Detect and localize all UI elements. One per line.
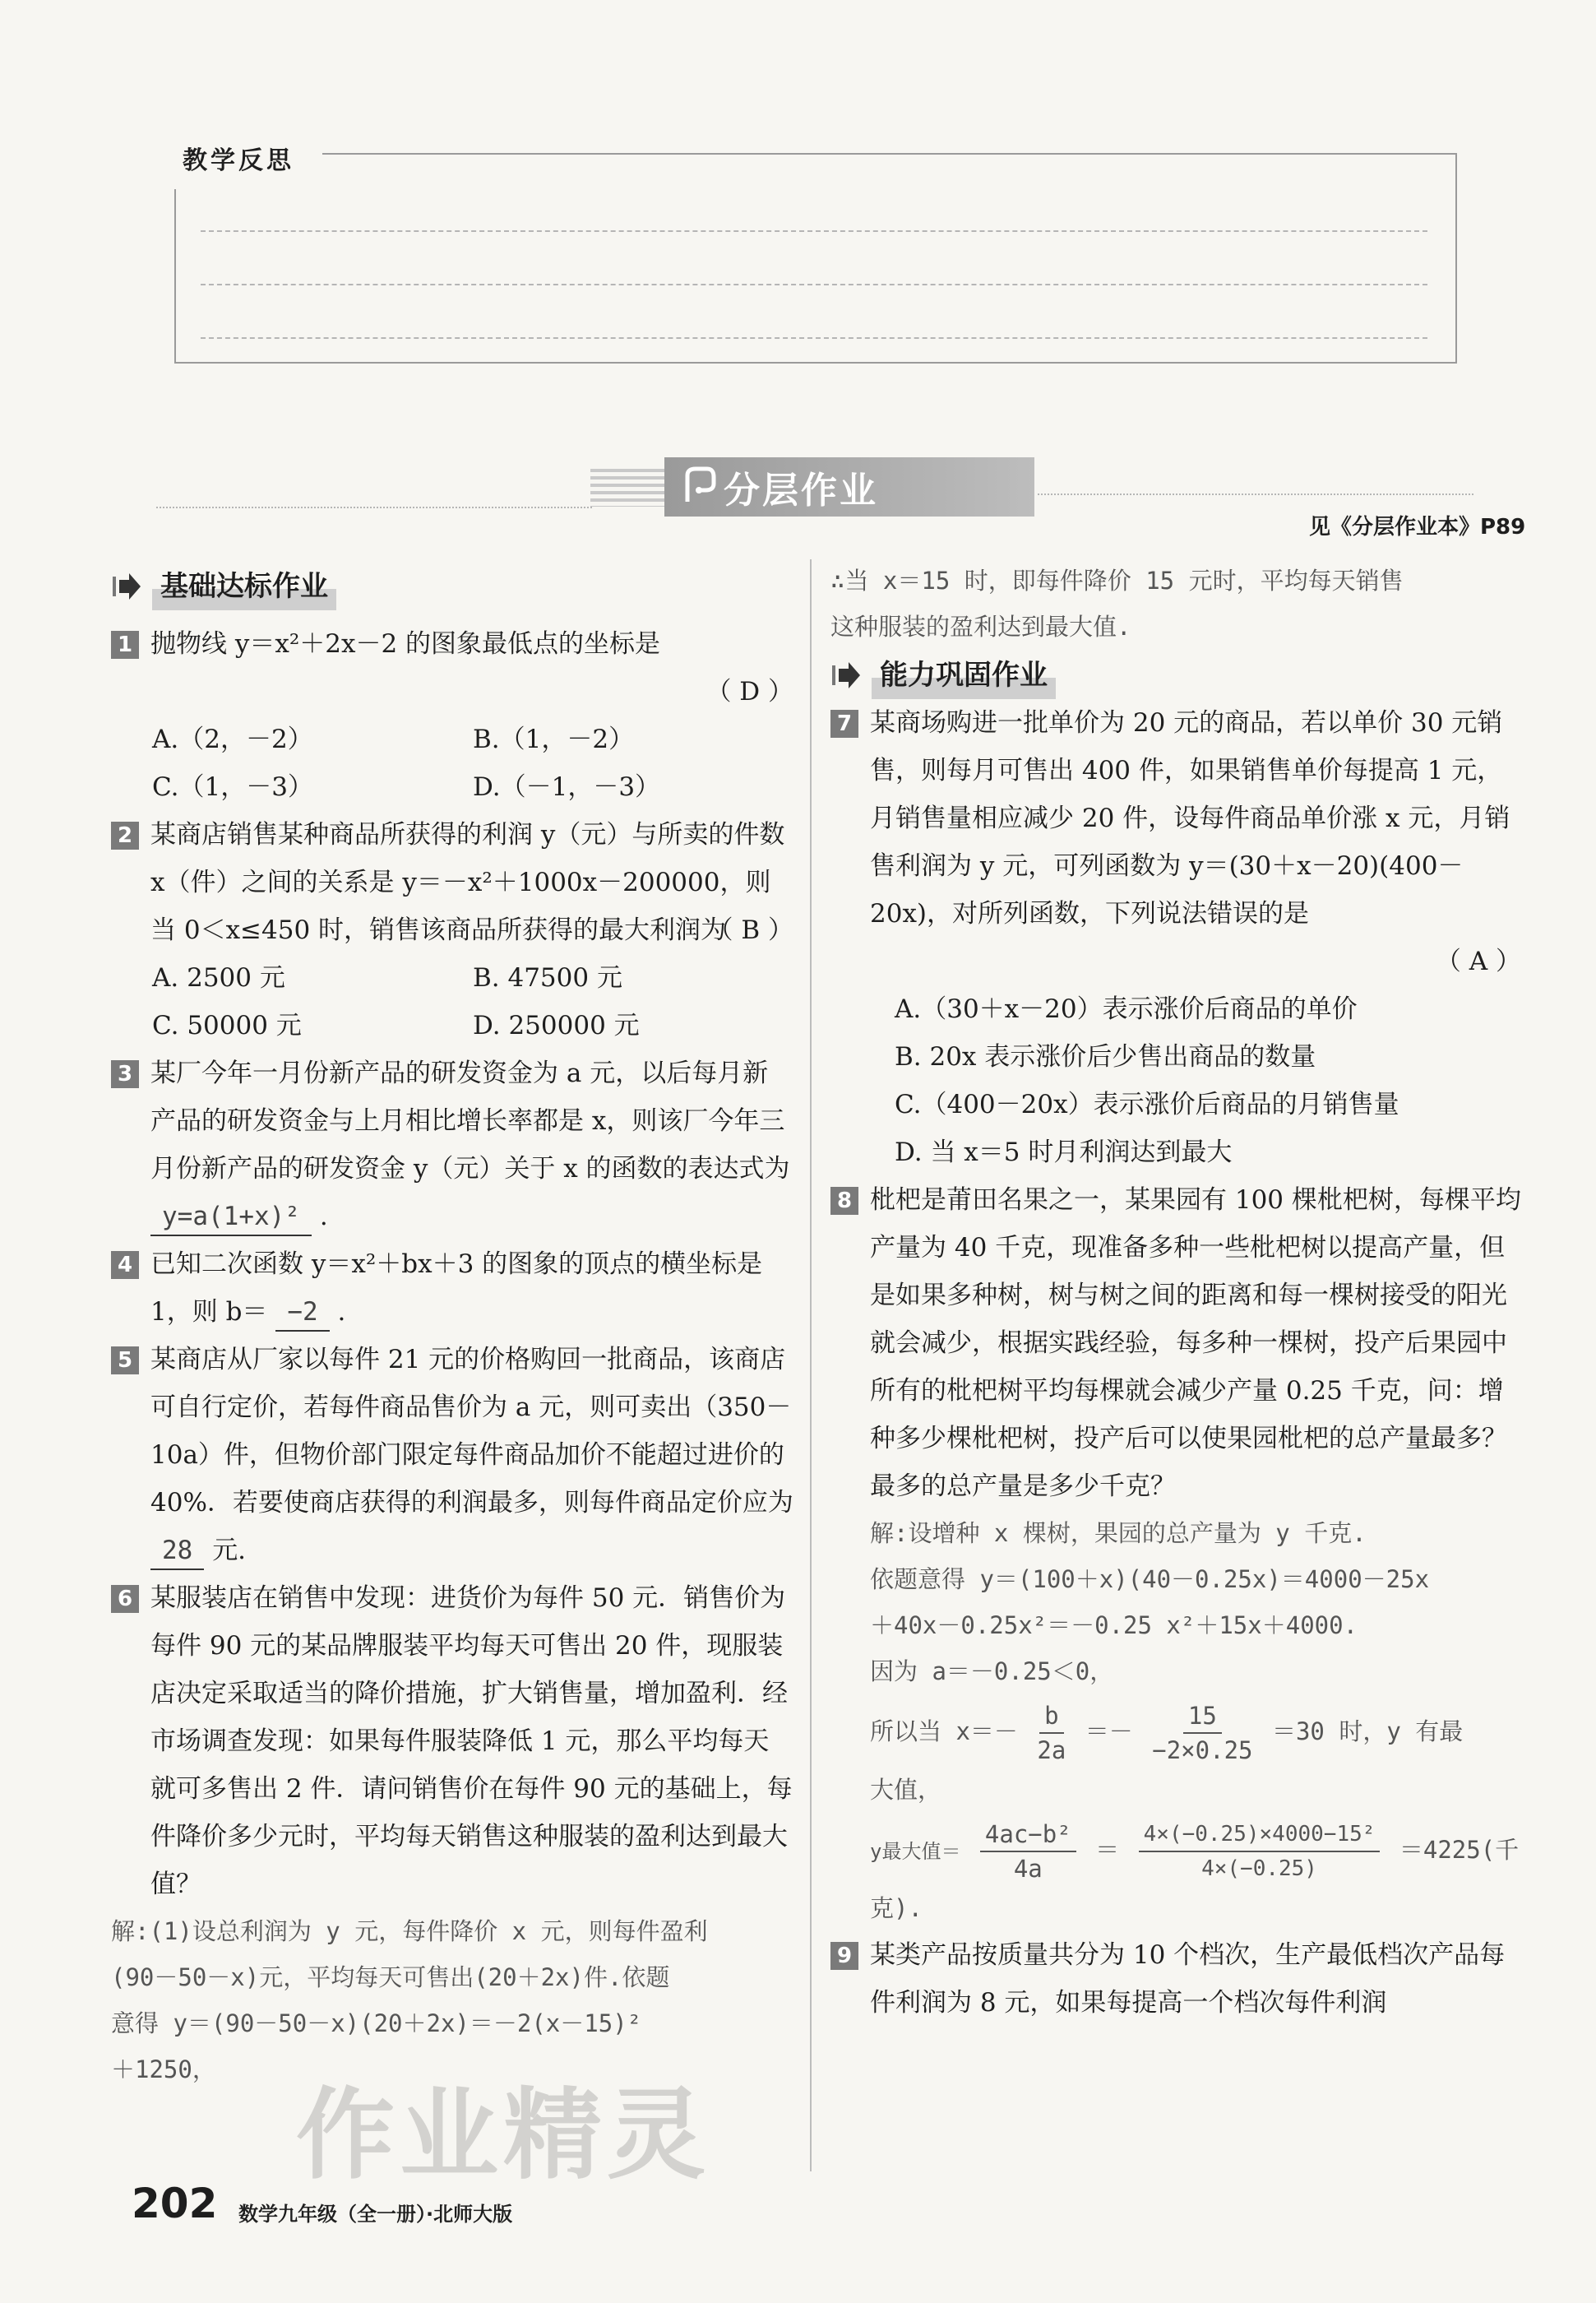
fraction-denominator: 2a xyxy=(1037,1736,1066,1764)
question-4 xyxy=(111,1240,793,1336)
question-text: 抛物线 y＝x²＋2x－2 的图象最低点的坐标是 xyxy=(150,629,661,659)
question-1-options xyxy=(111,716,793,811)
fraction-15-over xyxy=(1152,1699,1252,1767)
solution-text: ＝ xyxy=(1095,1836,1120,1864)
solution-text: ＝4225(千 xyxy=(1399,1836,1520,1864)
fraction-denominator: −2×0.25 xyxy=(1152,1736,1253,1764)
section-basic-header xyxy=(111,568,793,605)
solution-line-4: ＋1250， xyxy=(111,2055,216,2083)
fraction-computation xyxy=(1139,1818,1381,1885)
banner-stripes xyxy=(590,469,664,507)
answer-blank: y=a(1+x)² xyxy=(150,1198,312,1236)
answer-choice: （ A ） xyxy=(1435,947,1521,976)
answer-blank: 28 xyxy=(150,1532,204,1570)
solution-line-1: 解:(1)设总利润为 y 元，每件降价 x 元，则每件盈利 xyxy=(111,1917,708,1945)
reflection-label: 教学反思 xyxy=(183,146,294,175)
question-text: 某商场购进一批单价为 20 元的商品，若以单价 30 元销售，则每月可售出 400 件，如果销售单价每提高 1 元，月销售量相应减少 20 件，设每件商品单价涨 x 元，月销售利润为 y 元，可列函数为 y＝(30＋x－20)(400－20x)，对所列函数，下列说法错误的是 xyxy=(870,708,1510,929)
option-a: A.（2，－2） xyxy=(152,725,313,754)
reflection-top-rule xyxy=(322,153,1457,155)
option-a: A.（30＋x－20）表示涨价后商品的单价 xyxy=(895,994,1358,1024)
option-d: D. 250000 元 xyxy=(473,1011,640,1040)
arrow-right-icon xyxy=(111,570,144,603)
solution-line-8: 克). xyxy=(870,1894,923,1922)
fraction-numerator: 4×(−0.25)×4000−15² xyxy=(1139,1818,1381,1852)
option-b: B. 20x 表示涨价后少售出商品的数量 xyxy=(895,1042,1316,1072)
fraction-numerator: 4ac−b² xyxy=(980,1818,1076,1852)
left-column xyxy=(111,568,793,2092)
question-number: 6 xyxy=(111,1585,139,1613)
reflection-line-2 xyxy=(201,284,1427,285)
banner-rule-left xyxy=(156,507,592,508)
question-2 xyxy=(111,811,793,954)
question-6 xyxy=(111,1574,793,1908)
fraction-b-over-2a xyxy=(1037,1699,1066,1767)
fraction-denominator: 4×(−0.25) xyxy=(1201,1856,1317,1881)
solution-line-6: 大值， xyxy=(870,1776,942,1804)
fraction-vertex-formula xyxy=(980,1818,1076,1885)
option-c: C.（400－20x）表示涨价后商品的月销售量 xyxy=(895,1090,1399,1119)
page-number: 202 xyxy=(132,2180,218,2227)
fraction-numerator: b xyxy=(1039,1699,1063,1734)
book-title: 数学九年级（全一册）·北师大版 xyxy=(238,2203,513,2226)
question-text: 已知二次函数 y＝x²＋bx＋3 的图象的顶点的横坐标是 1，则 b＝ xyxy=(150,1249,763,1327)
banner-rule-right xyxy=(1038,494,1473,495)
solution-line-5: ∴当 x＝15 时，即每件降价 15 元时，平均每天销售 xyxy=(830,567,1404,595)
section-basic-title: 基础达标作业 xyxy=(152,563,336,610)
option-a: A. 2500 元 xyxy=(152,963,285,993)
watermark: 作业精灵 xyxy=(296,2078,710,2193)
question-number: 2 xyxy=(111,822,139,850)
question-1 xyxy=(111,620,793,716)
option-d: D. 当 x＝5 时月利润达到最大 xyxy=(895,1138,1233,1167)
reflection-bracket-left xyxy=(174,189,176,364)
question-number: 5 xyxy=(111,1346,139,1374)
option-c: C.（1，－3） xyxy=(152,772,313,802)
question-7 xyxy=(830,699,1521,985)
arrow-right-icon xyxy=(830,659,863,692)
solution-line-2: (90－50－x)元，平均每天可售出(20＋2x)件.依题 xyxy=(111,1963,670,1991)
option-d: D.（－1，－3） xyxy=(473,772,661,802)
question-number: 4 xyxy=(111,1251,139,1279)
question-text: 某商店从厂家以每件 21 元的价格购回一批商品，该商店可自行定价，若每件商品售价为 a 元，则可卖出（350－10a）件，但物价部门限定每件商品加价不能超过进价的 40%．若要使商店获得的利润最多，则每件商品定价应为 xyxy=(150,1345,793,1518)
question-8 xyxy=(830,1176,1521,1510)
reflection-line-1 xyxy=(201,230,1427,232)
question-end: . xyxy=(319,1202,328,1231)
banner-icon xyxy=(679,466,720,508)
solution-line-3: ＋40x－0.25x²＝－0.25 x²＋15x＋4000. xyxy=(870,1611,1358,1639)
solution-line-1: 解:设增种 x 棵树，果园的总产量为 y 千克. xyxy=(870,1519,1367,1547)
section-ability-header xyxy=(830,656,1521,694)
solution-text: y最大值＝ xyxy=(870,1840,961,1863)
solution-text: 所以当 x＝－ xyxy=(870,1717,1018,1745)
solution-line-4: 因为 a＝－0.25＜0， xyxy=(870,1657,1114,1685)
question-number: 8 xyxy=(830,1187,858,1215)
question-number: 7 xyxy=(830,710,858,738)
solution-text: ＝30 时，y 有最 xyxy=(1271,1717,1464,1745)
reflection-line-3 xyxy=(201,337,1427,339)
reflection-bracket-bottom xyxy=(174,362,1457,364)
solution-line-2: 依题意得 y＝(100＋x)(40－0.25x)＝4000－25x xyxy=(870,1565,1430,1593)
question-text: 枇杷是莆田名果之一，某果园有 100 棵枇杷树，每棵平均产量为 40 千克，现准备多种一些枇杷树以提高产量，但是如果多种树，树与树之间的距离和每一棵树接受的阳光就会减少，根据实践经验，每多种一棵树，投产后果园中所有的枇杷树平均每棵就会减少产量 0.25 千克，问：增种多少棵枇杷树，投产后可以使果园枇杷的总产量最多？最多的总产量是多少千克？ xyxy=(870,1185,1521,1501)
question-6-solution-continued xyxy=(830,558,1521,650)
question-text: 某厂今年一月份新产品的研发资金为 a 元，以后每月新产品的研发资金与上月相比增长率都是 x，则该厂今年三月份新产品的研发资金 y（元）关于 x 的函数的表达式为 xyxy=(150,1059,790,1184)
option-b: B.（1，－2） xyxy=(473,725,635,754)
question-end: . xyxy=(337,1297,346,1327)
solution-line-6: 这种服装的盈利达到最大值. xyxy=(830,613,1131,641)
solution-line-5 xyxy=(870,1699,1521,1767)
question-7-options xyxy=(830,985,1521,1176)
fraction-numerator: 15 xyxy=(1183,1699,1222,1734)
option-c: C. 50000 元 xyxy=(152,1011,302,1040)
answer-blank: −2 xyxy=(275,1294,329,1332)
question-5 xyxy=(111,1336,793,1574)
question-text: 某类产品按质量共分为 10 个档次，生产最低档次产品每件利润为 8 元，如果每提高一个档次每件利润 xyxy=(870,1940,1506,2018)
banner-reference: 见《分层作业本》P89 xyxy=(1309,515,1526,540)
solution-line-3: 意得 y＝(90－50－x)(20＋2x)＝－2(x－15)² xyxy=(111,2009,642,2037)
column-divider xyxy=(810,559,812,2171)
question-text: 某服装店在销售中发现：进货价为每件 50 元．销售价为每件 90 元的某品牌服装平均每天可售出 20 件，现服装店决定采取适当的降价措施，扩大销售量，增加盈利．经市场调查发现：如果每件服装降低 1 元，那么平均每天就可多售出 2 件．请问销售价在每件 90 元的基础上，每件降价多少元时，平均每天销售这种服装的盈利达到最大值？ xyxy=(150,1583,793,1899)
question-3 xyxy=(111,1050,793,1240)
section-ability-title: 能力巩固作业 xyxy=(872,651,1056,699)
question-number: 1 xyxy=(111,631,139,659)
solution-line-7 xyxy=(870,1818,1521,1885)
question-number: 3 xyxy=(111,1060,139,1088)
banner-title: 分层作业 xyxy=(664,457,1034,517)
answer-choice: （ D ） xyxy=(705,677,793,707)
question-number: 9 xyxy=(830,1942,858,1970)
answer-choice: （ B ） xyxy=(707,915,793,945)
solution-text: ＝－ xyxy=(1085,1717,1133,1745)
option-b: B. 47500 元 xyxy=(473,963,622,993)
reflection-bracket-right xyxy=(1455,153,1457,364)
fraction-denominator: 4a xyxy=(1013,1855,1043,1883)
question-9 xyxy=(830,1931,1521,2027)
question-end: 元. xyxy=(212,1536,247,1565)
right-column xyxy=(830,558,1521,2027)
question-8-solution xyxy=(830,1510,1521,1931)
question-2-options xyxy=(111,954,793,1050)
question-text: 某商店销售某种商品所获得的利润 y（元）与所卖的件数 x（件）之间的关系是 y＝－x²＋1000x－200000，则当 0＜x≤450 时，销售该商品所获得的最大利润为 xyxy=(150,820,785,945)
